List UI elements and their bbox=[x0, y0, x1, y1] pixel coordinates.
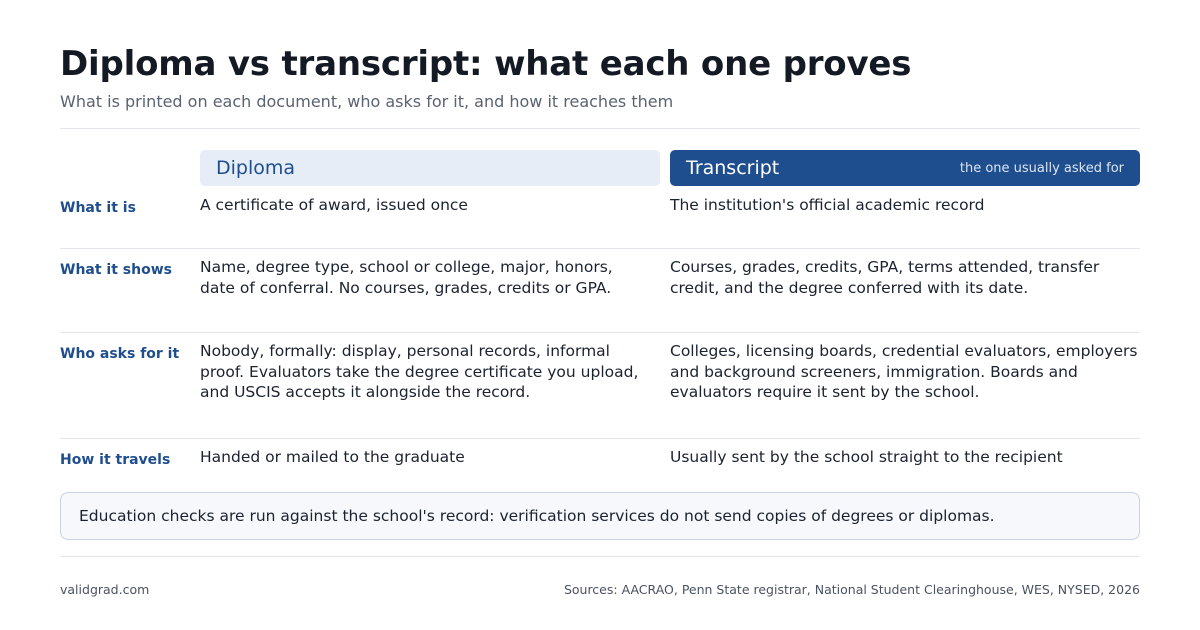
row-divider bbox=[60, 248, 1140, 249]
header-divider bbox=[60, 128, 1140, 129]
diploma-cell-how-it-travels: Handed or mailed to the graduate bbox=[200, 448, 465, 466]
transcript-cell-what-it-is: The institution's official academic record bbox=[670, 196, 985, 214]
transcript-cell-who-asks-for-it: Colleges, licensing boards, credential evaluators, employers and background screeners, immigration. Boards and evaluators require it sent by the school. bbox=[670, 342, 1138, 401]
diploma-cell-who-asks-for-it: Nobody, formally: display, personal records, informal proof. Evaluators take the degree certificate you upload, and USCIS accepts it alongside the record. bbox=[200, 342, 639, 401]
transcript-badge: the one usually asked for bbox=[959, 160, 1124, 176]
page-subtitle: What is printed on each document, who asks for it, and how it reaches them bbox=[60, 92, 674, 111]
row-divider bbox=[60, 438, 1140, 439]
diploma-column-title: Diploma bbox=[216, 157, 296, 179]
verification-callout bbox=[60, 492, 1140, 540]
footer-divider bbox=[60, 556, 1140, 557]
page-title: Diploma vs transcript: what each one proves bbox=[60, 44, 912, 84]
row-divider bbox=[60, 332, 1140, 333]
footer-sources: Sources: AACRAO, Penn State registrar, National Student Clearinghouse, WES, NYSED, 2026 bbox=[563, 582, 1140, 597]
row-label-how-it-travels: How it travels bbox=[60, 452, 171, 468]
diploma-cell-what-it-shows: Name, degree type, school or college, major, honors, date of conferral. No courses, grades, credits or GPA. bbox=[200, 258, 613, 297]
row-label-what-it-shows: What it shows bbox=[60, 262, 172, 278]
row-label-who-asks-for-it: Who asks for it bbox=[60, 346, 180, 362]
transcript-column-header bbox=[670, 150, 1140, 186]
transcript-column-title: Transcript bbox=[686, 157, 780, 179]
diploma-column-header bbox=[200, 150, 660, 186]
callout-text: Education checks are run against the school's record: verification services do not send copies of degrees or diplomas. bbox=[79, 507, 995, 525]
row-label-what-it-is: What it is bbox=[60, 200, 136, 216]
diploma-cell-what-it-is: A certificate of award, issued once bbox=[200, 196, 468, 214]
footer-brand: validgrad.com bbox=[60, 582, 150, 597]
transcript-cell-what-it-shows: Courses, grades, credits, GPA, terms attended, transfer credit, and the degree conferred with its date. bbox=[670, 258, 1100, 297]
transcript-cell-how-it-travels: Usually sent by the school straight to the recipient bbox=[670, 448, 1063, 466]
